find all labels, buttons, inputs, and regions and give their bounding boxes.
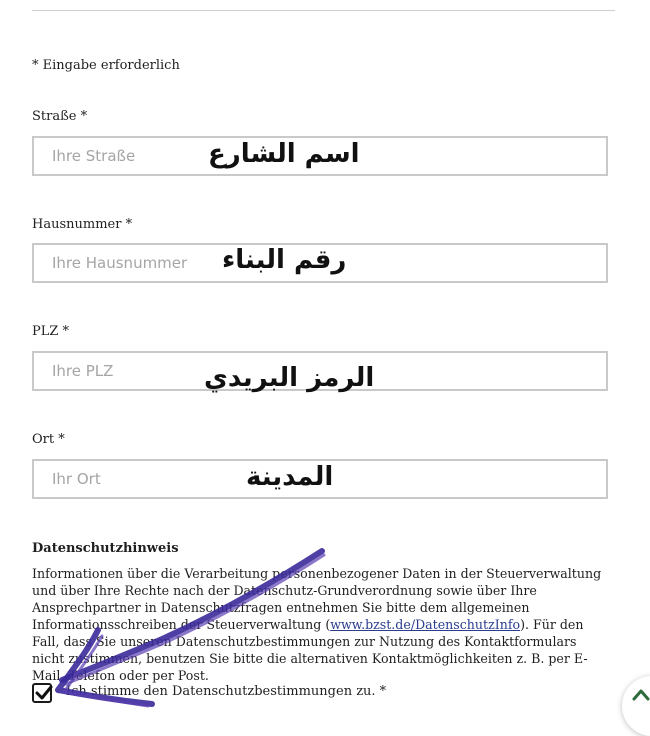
privacy-text-part1: Informationen über die Verarbeitung personenbezogener Daten in der Steuerverwaltung und über Ihre Rechte nach der Datenschutz-Grundverordnung sowie über Ihre Ansprechpartner in Datenschutzfragen entnehmen Sie bitte dem allgemeinen Informationsschreiben der Steuerverwaltung ( [32,566,602,632]
scroll-to-top-button[interactable] [622,676,650,736]
consent-label[interactable]: Ich stimme den Datenschutzbestimmungen zu. * [66,684,387,699]
city-label: Ort * [32,432,65,447]
privacy-title: Datenschutzhinweis [32,541,179,556]
postal-code-label: PLZ * [32,324,70,339]
street-label: Straße * [32,109,88,124]
top-divider [32,10,615,11]
privacy-info-link[interactable]: www.bzst.de/DatenschutzInfo [330,617,521,632]
house-number-annotation: رقم البناء [222,245,347,275]
chevron-up-icon [630,686,650,702]
check-icon [35,684,53,702]
postal-code-annotation: الرمز البريدي [204,363,375,393]
privacy-text [32,565,612,684]
privacy-text-part2: ). Für den Fall, dass Sie unseren Datenschutzbestimmungen zur Nutzung des Kontaktformulars nicht zustimmen, benutzen Sie bitte die alternativen Kontaktmöglichkeiten z. B. per E-Mail, Telefon oder per Post. [32,617,588,683]
city-annotation: المدينة [246,462,334,492]
consent-checkbox[interactable] [32,683,52,703]
street-annotation: اسم الشارع [208,139,360,169]
required-note: * Eingabe erforderlich [32,58,180,73]
house-number-label: Hausnummer * [32,217,133,232]
